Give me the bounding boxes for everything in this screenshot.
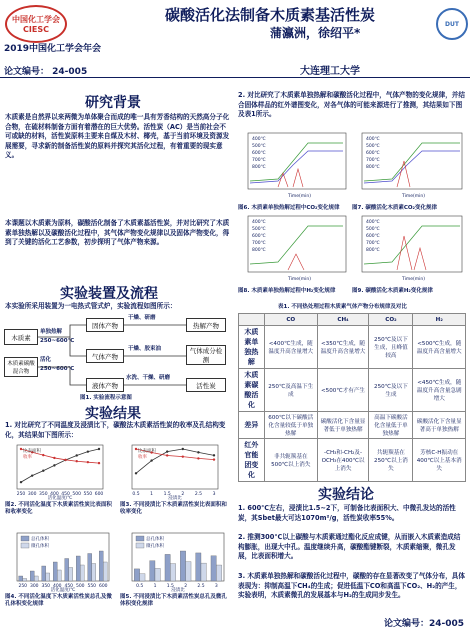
ciesc-logo: 中国化工学会 CIESC: [5, 5, 67, 43]
conclusion-1: 1. 600℃左右，浸渍比1.5~2下，可制备比表面积大、中微孔发达的活性炭，其Sbet最大可达1070m²/g，活性炭收率55%。: [238, 504, 456, 522]
caption-fig9: 图9. 碳酸活化木质素H₂变化规律: [352, 288, 433, 294]
data-point: [53, 464, 55, 466]
bar: [76, 556, 80, 581]
bar: [134, 569, 139, 581]
table-header-cell: CO: [264, 314, 317, 326]
tick-label: 300: [29, 584, 39, 589]
bar: [92, 564, 96, 582]
data-point: [76, 454, 78, 456]
tick-label: 0.5: [132, 492, 140, 497]
bar: [19, 576, 23, 581]
chart-pore-ratio: [120, 530, 228, 592]
legend-label: 收率: [138, 455, 147, 460]
bar: [42, 566, 46, 581]
legend-500: 500℃: [252, 144, 266, 149]
table-cell: 差异: [239, 412, 265, 439]
bar: [150, 561, 155, 581]
university: 大连理工大学: [300, 66, 360, 77]
bar: [99, 551, 103, 581]
table-cell: 共轭羰基在250℃以上消失: [369, 439, 413, 482]
tick-label: 3: [212, 492, 216, 497]
right-intro: 2. 对比研究了木质素单独热解和碳酸活化过程中，气体产物的变化规律，并结合固体样品的红外谱图变化，对各气体的可能来源进行了推测，其结果如下图及表1所示。: [238, 91, 465, 118]
flow-temp2: 250~600℃: [40, 366, 75, 372]
table-cell: 木质素单独热解: [239, 326, 265, 369]
legend-600-b: 600℃: [366, 151, 380, 156]
tick-label: 2.5: [194, 492, 202, 497]
data-point: [197, 451, 199, 453]
flow-dry-coll: 干燥、胶束油: [128, 346, 162, 352]
legend-600: 600℃: [252, 151, 266, 156]
data-point: [197, 457, 199, 459]
data-point: [135, 448, 137, 450]
results-text: 1. 对比研究了不同温度及浸渍比下，碳酸法木质素活性炭的收率及孔结构变化，其结果如下图所示：: [5, 421, 226, 439]
tick-label: 2.5: [197, 584, 205, 589]
legend-label: 总孔体积: [31, 537, 49, 542]
flow-wash-grind: 干燥、研磨: [128, 315, 156, 321]
data-point: [53, 457, 55, 459]
legend-label: 收率: [23, 455, 32, 460]
caption-fig8: 图8. 木质素单独热解过程中H₂变化规律: [238, 288, 336, 294]
axis-time-d: Time(min): [402, 277, 426, 282]
flow-lignin: 木质素: [4, 329, 38, 345]
bar: [196, 553, 201, 581]
axis-time-c: Time(min): [288, 277, 312, 282]
tick-label: 400: [52, 584, 62, 589]
data-point: [182, 448, 184, 450]
data-point: [42, 454, 44, 456]
tick-label: 500: [72, 492, 82, 497]
legend-400: 400℃: [252, 137, 266, 142]
table-cell: 250℃及以下生成，且峰值较高: [369, 326, 413, 369]
data-point: [87, 461, 89, 463]
table-cell: 芳核C-H振动在400℃以上基本消失: [413, 439, 466, 482]
section-apparatus: 实验装置及流程: [60, 286, 158, 302]
chart-surface-ratio: [120, 442, 228, 500]
bar: [88, 554, 92, 582]
table-caption: 表1. 不同热处理过程木质素气体产物分布规律及对比: [278, 304, 407, 310]
legend-600-c: 600℃: [252, 234, 266, 239]
data-point: [20, 448, 22, 450]
data-point: [166, 454, 168, 456]
caption-fig2: 图2. 不同活化温度下木质素活性炭比表面积和收率变化: [5, 502, 112, 515]
table-header-row: [239, 314, 466, 326]
bar: [170, 564, 175, 581]
tick-label: 250: [18, 584, 28, 589]
tick-label: 1: [150, 492, 154, 497]
axis-time: Time(min): [288, 194, 312, 199]
tick-label: 1.5: [163, 492, 171, 497]
data-point: [213, 458, 215, 460]
chart-surface-temp: [5, 442, 113, 500]
caption-fig7: 图7. 碳酸活化木质素CO₂变化规律: [352, 205, 437, 211]
tick-label: 550: [87, 584, 97, 589]
legend-500-c: 500℃: [252, 227, 266, 232]
x-axis-label: 活化温度/℃: [47, 496, 73, 500]
bar: [69, 568, 73, 582]
legend-swatch: [136, 536, 144, 541]
bar: [186, 562, 191, 581]
table-header-cell: H₂: [413, 314, 466, 326]
legend-swatch: [21, 536, 29, 541]
bar: [155, 568, 160, 581]
legend-500-d: 500℃: [366, 227, 380, 232]
table-header-cell: CH₄: [317, 314, 369, 326]
table-cell: 木质素碳酸活化: [239, 369, 265, 412]
data-point: [213, 454, 215, 456]
section-background: 研究背景: [85, 95, 141, 111]
flow-activation: 活化: [40, 357, 52, 363]
conclusion-2: 2. 推测300℃以上碳酸与木质素通过酯化反应成键，从而嵌入木质素造成结构膨胀，出现大中孔。温度继续升高，碳酸酯键断裂，木质素缩聚，微孔发展，比表面积增大。: [238, 533, 461, 560]
footer-paper-id-label: 论文编号：: [384, 619, 430, 629]
table-row: [239, 369, 466, 412]
legend-swatch: [136, 543, 144, 548]
flow-arrows: [0, 310, 232, 400]
footer-paper-id: [384, 616, 464, 629]
table-cell: <500℃才有产生: [317, 369, 369, 412]
bar: [30, 571, 34, 581]
tick-label: 2: [184, 584, 188, 589]
legend-swatch: [21, 543, 29, 548]
legend-500-b: 500℃: [366, 144, 380, 149]
chart-pore-temp: [5, 530, 113, 592]
legend-800-c: 800℃: [252, 248, 266, 253]
data-point: [64, 459, 66, 461]
data-point: [98, 448, 100, 450]
flow-solid: 固体产物: [86, 318, 124, 332]
conclusion-3: 3. 木质素单独热解和碳酸活化过程中，碳酸的存在显著改变了气体分布，具体表现为：抑制高温下CH₄的生成；促进低温下CO和高温下CO₂、H₂的产生，实验表明，木质素微孔的发展基本与H₂的生成同步发生。: [238, 572, 465, 599]
table-row: [239, 412, 466, 439]
bar: [180, 551, 185, 581]
data-point: [182, 455, 184, 457]
legend-800-b: 800℃: [366, 165, 380, 170]
gas-table: [238, 313, 466, 482]
legend-600-d: 600℃: [366, 234, 380, 239]
legend-800-d: 800℃: [366, 248, 380, 253]
flow-caption: 图1. 实验流程示意图: [80, 395, 132, 401]
data-point: [31, 474, 33, 476]
data-point: [20, 481, 22, 483]
tick-label: 350: [38, 492, 48, 497]
data-point: [87, 450, 89, 452]
data-point: [42, 470, 44, 472]
legend-label: 比表面积: [138, 449, 156, 454]
tick-label: 350: [41, 584, 51, 589]
flow-single-pyro: 单独热解: [40, 329, 63, 335]
background-text-2: 本课题以木质素为原料，碳酸活化制备了木质素基活性炭，并对比研究了木质素单独热解以及碳酸活化过程中，其气体产物变化规律以及固体产物变化，得到了关键的活化工艺参数，初步探明了气体产物来源。: [5, 219, 230, 246]
legend-800: 800℃: [252, 165, 266, 170]
bar: [211, 556, 216, 581]
tick-label: 300: [27, 492, 37, 497]
background-text-1: 木质素是自然界以来两微为单体聚合而成的唯一具有芳香结构的天然高分子化合物，在硫材料制备方面有着潜在的巨大优势。活性炭（AC）是当前社会不可或缺的材料，活性炭原料主要来自煤及木材、椰壳，基于当前环境及资源发展需要，寻求新的制备活性炭的原料并探究其活化过程，有着重要的现实意义。: [5, 113, 230, 159]
poster-title: 碳酸活化法制备木质素基活性炭: [164, 6, 375, 24]
flow-gas-anal: 气体成分检测: [186, 345, 226, 365]
tick-label: 3: [214, 584, 218, 589]
table-cell: <500℃生成，随温度升高含量增大: [413, 326, 466, 369]
bar: [65, 559, 69, 582]
chart-co2-pyro: [238, 131, 350, 203]
flow-liquid: 液体产物: [86, 378, 124, 392]
table-cell: 非共轭羰基在500℃以上消失: [264, 439, 317, 482]
table-header-cell: [239, 314, 265, 326]
university-logo: DUT: [436, 8, 468, 40]
caption-fig4: 图4. 不同活化温度下木质素活性炭总孔及微孔体积变化规律: [5, 594, 112, 607]
legend-400-b: 400℃: [366, 137, 380, 142]
legend-700: 700℃: [252, 158, 266, 163]
authors: 蒲瀛洲，徐绍平*: [270, 26, 361, 40]
flow-gas: 气体产物: [86, 349, 124, 363]
header-divider: [0, 77, 470, 78]
paper-id: [4, 64, 87, 77]
legend-700-d: 700℃: [366, 241, 380, 246]
bar: [165, 554, 170, 581]
legend-400-d: 400℃: [366, 220, 380, 225]
flow-mixture: 木质素碳酸混合物: [4, 357, 38, 377]
legend-700-b: 700℃: [366, 158, 380, 163]
tick-label: 450: [61, 492, 70, 497]
tick-label: 1: [153, 584, 157, 589]
apparatus-text: 本实验所采用装置为一电热式管式炉，实验流程如图所示：: [5, 302, 177, 310]
tick-label: 450: [64, 584, 74, 589]
tick-label: 0.5: [136, 584, 144, 589]
table-cell: <400℃生成，随温度升高含量增大: [264, 326, 317, 369]
x-axis-label: 活化温度/℃: [50, 588, 76, 592]
paper-id-label: 论文编号：: [4, 67, 50, 77]
legend-label: 比表面积: [23, 449, 41, 454]
bar: [57, 570, 61, 581]
table-cell: 红外官能团变化: [239, 439, 265, 482]
chart-co2-act: [352, 131, 466, 203]
caption-fig5: 图5. 不同浸渍比下木质素活性炭总孔及微孔体积变化规律: [120, 594, 227, 607]
table-cell: 碳酸活化下含量显著低于单独热解: [317, 412, 369, 439]
data-point: [98, 462, 100, 464]
legend-label: 微孔体积: [146, 544, 164, 549]
data-point: [135, 472, 137, 474]
table-row: [239, 439, 466, 482]
bar: [34, 576, 38, 581]
conference-name: 2019中国化工学会年会: [4, 44, 102, 54]
legend-label: 微孔体积: [31, 544, 49, 549]
caption-fig3: 图3. 不同浸渍比下木质素活性炭比表面积和收率变化: [120, 502, 227, 515]
paper-id-value: 24-005: [52, 67, 88, 77]
table-cell: 250℃及高温下生成: [264, 369, 317, 412]
tick-label: 2: [181, 492, 185, 497]
chart-h2-act: [352, 214, 466, 286]
tick-label: 550: [83, 492, 93, 497]
table-header-cell: CO₂: [369, 314, 413, 326]
flow-pyro-prod: 热解产物: [186, 318, 226, 332]
axis-time-b: Time(min): [402, 194, 426, 199]
bar: [140, 574, 145, 581]
flow-ac: 活性炭: [186, 378, 226, 392]
table-cell: 高温下碳酸活化含量低于单独热解: [369, 412, 413, 439]
legend-label: 总孔体积: [146, 537, 164, 542]
bar: [80, 565, 84, 581]
tick-label: 500: [75, 584, 85, 589]
table-cell: 250℃及以下生成: [369, 369, 413, 412]
table-cell: -CH₃和-CH₂及-OCH₃在400℃以上消失: [317, 439, 369, 482]
x-axis-label: 浸渍比: [171, 588, 185, 592]
tick-label: 250: [16, 492, 26, 497]
bar: [216, 565, 221, 581]
chart-h2-pyro: [238, 214, 350, 286]
data-point: [76, 460, 78, 462]
table-cell: <350℃生成，随温度升高含量增大: [317, 326, 369, 369]
bar: [53, 562, 57, 581]
caption-fig6: 图6. 木质素单独热解过程中CO₂变化规律: [238, 205, 340, 211]
tick-label: 600: [94, 492, 104, 497]
legend-400-c: 400℃: [252, 220, 266, 225]
bar: [201, 563, 206, 581]
bar: [23, 579, 27, 582]
bar: [103, 562, 107, 581]
table-cell: <450℃生成，随温度升高含量急剧增大: [413, 369, 466, 412]
footer-paper-id-value: 24-005: [429, 619, 465, 629]
data-point: [166, 450, 168, 452]
flow-water-wash: 水洗、干燥、研磨: [126, 375, 171, 381]
table-row: [239, 326, 466, 369]
x-axis-label: 浸渍比: [168, 496, 182, 500]
tick-label: 1.5: [166, 584, 174, 589]
data-point: [150, 459, 152, 461]
legend-700-c: 700℃: [252, 241, 266, 246]
flow-temp1: 250~600℃: [40, 338, 75, 344]
table-cell: 碳酸活化下含量显著高于单独热解: [413, 412, 466, 439]
bar: [46, 573, 50, 581]
section-conclusion: 实验结论: [318, 487, 374, 503]
tick-label: 600: [98, 584, 108, 589]
tick-label: 400: [50, 492, 59, 497]
section-results: 实验结果: [85, 406, 141, 422]
table-cell: 600℃以下碳酸活化含量较低于单独热解: [264, 412, 317, 439]
